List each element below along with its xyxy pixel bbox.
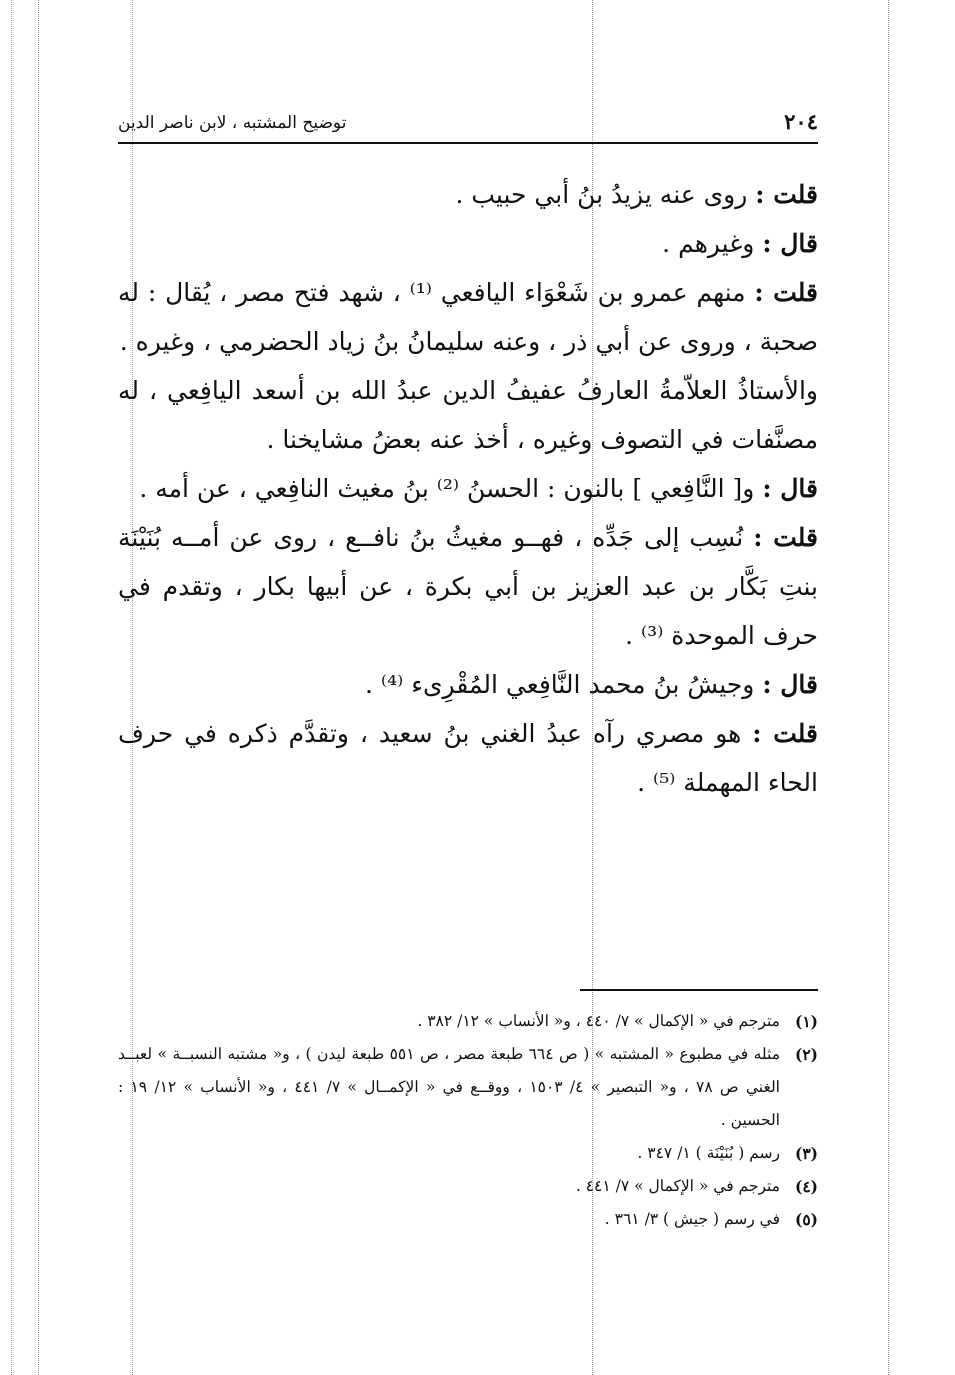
footnote bbox=[118, 1203, 818, 1236]
paragraph bbox=[118, 170, 818, 219]
footnote-number: (٣) bbox=[794, 1144, 818, 1163]
footnote-text: مثله في مطبوع « المشتبه » ( ص ٦٦٤ طبعة مصر ، ص ٥٥١ طبعة ليدن ) ، و« مشتبه النسبــة » لعبــد الغني ص ٧٨ ، و« التبصير » ٤/ ١٥٠٣ ، ووقــع في « الإكمــال » ٧/ ٤٤١ ، و« الأنساب » ١٢/ ١٩ : الحسين . bbox=[118, 1045, 780, 1129]
paragraph bbox=[118, 660, 818, 709]
footnotes bbox=[118, 1005, 818, 1236]
scan-dotted-line bbox=[11, 0, 12, 1375]
footnote-number: (٥) bbox=[794, 1210, 818, 1229]
paragraph-text: والأستاذُ العلاّمةُ العارفُ عفيفُ الدين عبدُ الله بن أسعد اليافِعي ، له مصنَّفات في التصوف وغيره ، أخذ عنه بعضُ مشايخنا . bbox=[118, 376, 818, 454]
main-text bbox=[118, 170, 818, 807]
paragraph-text: وجيشُ بنُ محمد النَّافِعي المُقْرِىء ⁽⁴⁾ . bbox=[365, 670, 755, 699]
paragraph-label: قال : bbox=[762, 670, 818, 699]
header-rule bbox=[118, 142, 818, 144]
footnote-text: مترجم في « الإكمال » ٧/ ٤٤٠ ، و« الأنساب » ١٢/ ٣٨٢ . bbox=[417, 1012, 780, 1030]
book-title: توضيح المشتبه ، لابن ناصر الدين bbox=[118, 113, 347, 133]
paragraph-label: قال : bbox=[762, 229, 818, 258]
footnote-rule bbox=[580, 989, 818, 991]
running-head bbox=[118, 92, 818, 132]
paragraph-text: و[ النَّافِعي ] بالنون : الحسنُ ⁽²⁾ بنُ مغيث النافِعي ، عن أمه . bbox=[139, 474, 755, 503]
footnote-text: رسم ( بُنَيْنَة ) ١/ ٣٤٧ . bbox=[637, 1144, 780, 1162]
footnote bbox=[118, 1005, 818, 1038]
paragraph bbox=[118, 464, 818, 513]
footnote-text: في رسم ( جيش ) ٣/ ٣٦١ . bbox=[604, 1210, 780, 1228]
paragraph bbox=[118, 513, 818, 660]
paragraph-text: وغيرهم . bbox=[662, 229, 755, 258]
footnote-number: (٢) bbox=[794, 1045, 818, 1064]
paragraph-text: روى عنه يزيدُ بنُ أبي حبيب . bbox=[455, 180, 748, 209]
paragraph-label: قلت : bbox=[752, 719, 818, 748]
paragraph-text: نُسِب إلى جَدِّه ، فهــو مغيثُ بنُ نافــع ، روى عن أمــه بُنَيْنَة بنتِ بَكَّار بن عبد العزيز بن أبي بكرة ، عن أبيها بكار ، وتقدم في حرف الموحدة ⁽³⁾ . bbox=[118, 523, 818, 650]
scan-dotted-line bbox=[38, 0, 39, 1375]
scan-dotted-line bbox=[888, 0, 889, 1375]
paragraph bbox=[118, 366, 818, 464]
paragraph-text: منهم عمرو بن شَعْوَاء اليافعي ⁽¹⁾ ، شهد فتح مصر ، يُقال : له صحبة ، وروى عن أبي ذر ، وعنه سليمانُ بنُ زياد الحضرمي ، وغيره . bbox=[118, 278, 818, 356]
paragraph-text: هو مصري رآه عبدُ الغني بنُ سعيد ، وتقدَّم ذكره في حرف الحاء المهملة ⁽⁵⁾ . bbox=[118, 719, 818, 797]
paragraph-label: قلت : bbox=[754, 278, 818, 307]
paragraph bbox=[118, 268, 818, 366]
footnote-number: (٤) bbox=[794, 1177, 818, 1196]
footnote bbox=[118, 1137, 818, 1170]
paragraph bbox=[118, 219, 818, 268]
page-number: ٢٠٤ bbox=[784, 109, 818, 134]
paragraph-label: قلت : bbox=[755, 180, 818, 209]
paragraph-label: قلت : bbox=[753, 523, 818, 552]
footnote bbox=[118, 1170, 818, 1203]
paragraph bbox=[118, 709, 818, 807]
footnote-text: مترجم في « الإكمال » ٧/ ٤٤١ . bbox=[575, 1177, 780, 1195]
footnote bbox=[118, 1038, 818, 1137]
paragraph-label: قال : bbox=[762, 474, 818, 503]
footnote-number: (١) bbox=[794, 1012, 818, 1031]
